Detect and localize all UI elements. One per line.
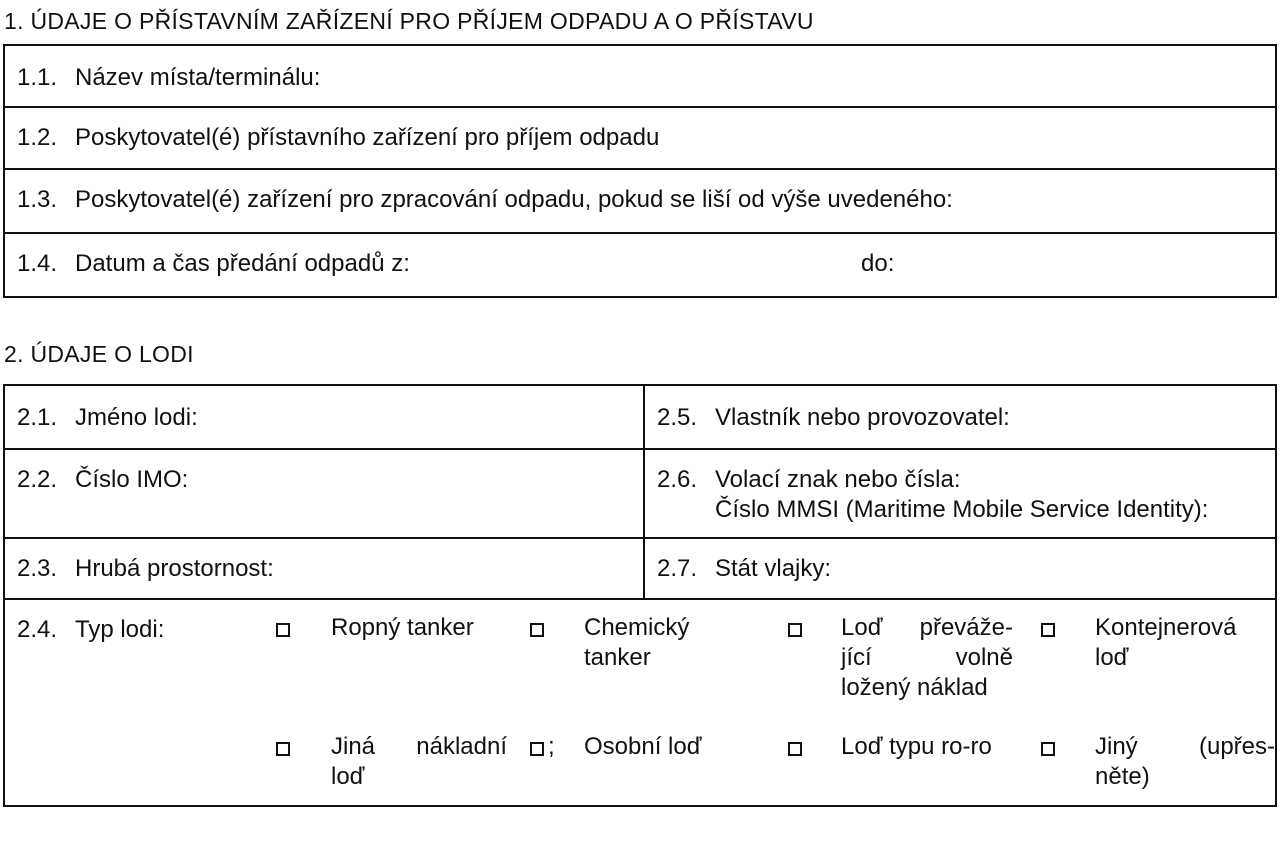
call-sign-cell — [643, 450, 1277, 537]
section-2-title: 2. ÚDAJE O LODI — [4, 341, 194, 367]
row-number: 2.3. — [17, 555, 58, 582]
row-number: 1.2. — [17, 124, 58, 151]
row-number: 2.4. — [17, 616, 58, 643]
row-1-2 — [5, 108, 1275, 170]
treatment-provider-label: Poskytovatel(é) zařízení pro zpracování odpadu, pokud se liší od výše uvedeného: — [75, 186, 953, 213]
owner-cell — [643, 386, 1277, 448]
row-2-1-2-5 — [5, 386, 1275, 450]
ship-name-label: Jméno lodi: — [75, 404, 198, 431]
row-number: 2.1. — [17, 404, 58, 431]
container-ship-label — [1095, 613, 1236, 673]
row-2-2-2-6 — [5, 450, 1275, 539]
row-1-4 — [5, 234, 1275, 296]
other-type-line-2: něte) — [1095, 763, 1150, 790]
ship-type-label: Typ lodi: — [75, 616, 165, 643]
call-sign-label: Volací znak nebo čísla: — [715, 466, 961, 493]
mmsi-label: Číslo MMSI (Maritime Mobile Service Identity): — [715, 496, 1209, 523]
chemical-tanker-label — [584, 613, 689, 673]
delivery-date-from-label: Datum a čas předání odpadů z: — [75, 250, 410, 277]
oil-tanker-checkbox[interactable] — [276, 623, 290, 637]
passenger-separator: ; — [548, 733, 555, 760]
gross-tonnage-label: Hrubá prostornost: — [75, 555, 274, 582]
other-cargo-line-1: Jiná nákladní — [331, 733, 507, 760]
chemical-tanker-checkbox[interactable] — [530, 623, 544, 637]
row-number: 1.1. — [17, 64, 58, 91]
row-1-1 — [5, 46, 1275, 108]
port-facility-provider-label: Poskytovatel(é) přístavního zařízení pro příjem odpadu — [75, 124, 660, 151]
row-number: 2.6. — [657, 466, 698, 493]
roro-ship-label: Loď typu ro-ro — [841, 733, 992, 760]
other-type-checkbox[interactable] — [1041, 742, 1055, 756]
row-number: 2.5. — [657, 404, 698, 431]
delivery-date-to-label: do: — [861, 250, 895, 277]
bulk-carrier-line-2: jící volně — [841, 644, 1013, 671]
other-type-label — [1095, 732, 1275, 792]
imo-number-label: Číslo IMO: — [75, 466, 189, 493]
other-type-line-1: Jiný (upřes- — [1095, 733, 1275, 760]
container-ship-checkbox[interactable] — [1041, 623, 1055, 637]
other-cargo-line-2: loď — [331, 763, 365, 790]
bulk-carrier-line-1: Loď převáže- — [841, 614, 1013, 641]
passenger-ship-label: Osobní loď — [584, 733, 702, 760]
ship-name-cell — [5, 386, 643, 448]
roro-ship-checkbox[interactable] — [788, 742, 802, 756]
chemical-tanker-line-2: tanker — [584, 644, 651, 671]
flag-state-cell — [643, 539, 1277, 598]
section-1-title: 1. ÚDAJE O PŘÍSTAVNÍM ZAŘÍZENÍ PRO PŘÍJEM ODPADU A O PŘÍSTAVU — [4, 8, 814, 34]
flag-state-label: Stát vlajky: — [715, 555, 832, 582]
container-ship-line-1: Kontejnerová — [1095, 614, 1237, 641]
row-number: 1.4. — [17, 250, 58, 277]
row-number: 2.2. — [17, 466, 58, 493]
bulk-carrier-line-3: ložený náklad — [841, 674, 988, 701]
bulk-carrier-checkbox[interactable] — [788, 623, 802, 637]
row-number: 1.3. — [17, 186, 58, 213]
gross-tonnage-cell — [5, 539, 643, 598]
other-cargo-checkbox[interactable] — [276, 742, 290, 756]
passenger-ship-checkbox[interactable] — [530, 742, 544, 756]
container-ship-line-2: loď — [1095, 644, 1129, 671]
port-facility-form — [3, 44, 1277, 298]
row-2-3-2-7 — [5, 539, 1275, 600]
ship-details-form — [3, 384, 1277, 807]
owner-operator-label: Vlastník nebo provozovatel: — [715, 404, 1010, 431]
oil-tanker-label: Ropný tanker — [331, 614, 474, 641]
place-terminal-label: Název místa/terminálu: — [75, 64, 321, 91]
row-2-4-ship-type — [5, 600, 1275, 805]
other-cargo-label — [331, 732, 507, 792]
row-number: 2.7. — [657, 555, 698, 582]
row-1-3 — [5, 170, 1275, 234]
bulk-carrier-label — [841, 613, 1013, 703]
chemical-tanker-line-1: Chemický — [584, 614, 690, 641]
imo-cell — [5, 450, 643, 537]
